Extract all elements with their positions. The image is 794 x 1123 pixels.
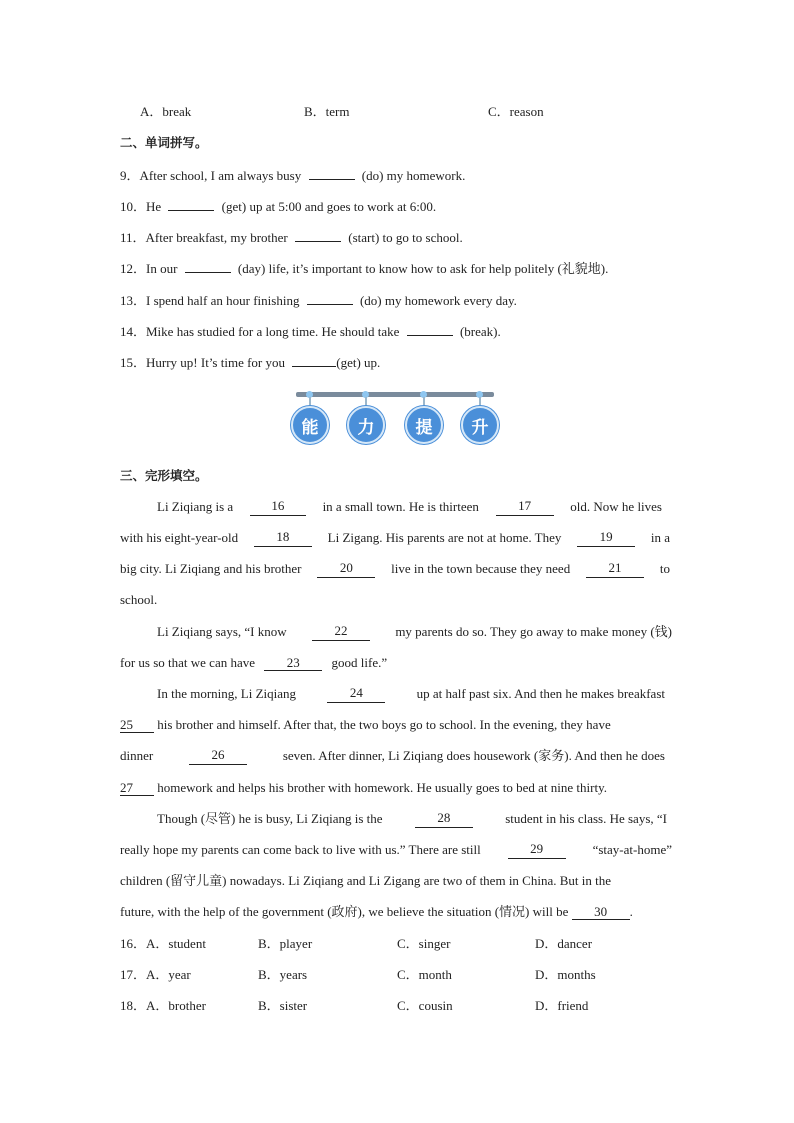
p3-text: dinner (120, 748, 154, 763)
banner-char-4: 升 (461, 406, 499, 444)
p2-text: good life.” (331, 655, 388, 670)
p1-text: Li Zigang. His parents are not at home. They (327, 530, 562, 545)
question-10 (120, 196, 436, 216)
choice-17-c[interactable]: C．month (397, 967, 452, 982)
q11-text: 11．After breakfast, my brother (120, 230, 288, 245)
choice-18-b[interactable]: B．sister (258, 998, 308, 1013)
blank-20[interactable]: 20 (317, 560, 375, 578)
p1-text: old. Now he lives (570, 499, 662, 514)
question-15 (120, 352, 380, 372)
p4-line-2 (120, 841, 672, 859)
ability-banner (290, 390, 500, 450)
p3-text: seven. After dinner, Li Ziqiang does housework (家务). And then he does (282, 748, 665, 763)
q12-blank[interactable] (185, 258, 231, 273)
choice-18-a[interactable]: 18．A．brother (120, 998, 206, 1013)
blank-25[interactable]: 25 (120, 717, 154, 733)
banner-char-2: 力 (347, 406, 385, 444)
q11-hint: (start) to go to school. (348, 230, 463, 245)
q10-text: 10．He (120, 199, 162, 214)
question-14 (120, 321, 501, 341)
p4-line-4 (120, 903, 633, 921)
choice-16-d[interactable]: D．dancer (535, 936, 593, 951)
p4-text: Though (尽管) he is busy, Li Ziqiang is the (157, 811, 383, 826)
section-2-title: 二、单词拼写。 (120, 135, 208, 150)
blank-27[interactable]: 27 (120, 780, 154, 796)
p1-text: Li Ziqiang is a (157, 499, 234, 514)
choice-18-c[interactable]: C．cousin (397, 998, 453, 1013)
banner-stem (479, 397, 481, 406)
p2-line-2 (120, 654, 387, 672)
p1-text: in a small town. He is thirteen (322, 499, 479, 514)
p4-text: student in his class. He says, “I (505, 811, 667, 826)
q13-blank[interactable] (307, 290, 353, 305)
q12-hint: (day) life, it’s important to know how to ask for help politely (礼貌地). (237, 261, 609, 276)
blank-29[interactable]: 29 (508, 841, 566, 859)
q15-hint: (get) up. (336, 355, 381, 370)
blank-28[interactable]: 28 (415, 810, 473, 828)
p4-text: “stay-at-home” (592, 842, 672, 857)
blank-26[interactable]: 26 (189, 747, 247, 765)
p4-line-1 (157, 810, 667, 828)
section-3-title: 三、完形填空。 (120, 468, 208, 483)
choice-17-a[interactable]: 17．A．year (120, 967, 191, 982)
choice-16-a[interactable]: 16．A．student (120, 936, 206, 951)
p1-text: big city. Li Ziqiang and his brother (120, 561, 302, 576)
option-b: B．term (304, 104, 350, 119)
q10-hint: (get) up at 5:00 and goes to work at 6:00. (221, 199, 437, 214)
choice-17-d[interactable]: D．months (535, 967, 596, 982)
p4-text: really hope my parents can come back to live with us.” There are still (120, 842, 481, 857)
blank-22[interactable]: 22 (312, 623, 370, 641)
banner-char-3: 提 (405, 406, 443, 444)
banner-bar (296, 392, 494, 397)
p1-line-1 (157, 498, 662, 516)
p3-text: In the morning, Li Ziqiang (157, 686, 297, 701)
option-a: A．break (140, 104, 192, 119)
p1-line-4: school. (120, 592, 158, 607)
p4-line-3: children (留守儿童) nowadays. Li Ziqiang and Li Zigang are two of them in China. But in the (120, 873, 612, 888)
q15-blank[interactable] (292, 352, 336, 367)
choice-16-b[interactable]: B．player (258, 936, 313, 951)
blank-30[interactable]: 30 (572, 904, 630, 920)
blank-18[interactable]: 18 (254, 529, 312, 547)
q13-hint: (do) my homework every day. (359, 293, 517, 308)
p2-text: for us so that we can have (120, 655, 256, 670)
q14-hint: (break). (459, 324, 501, 339)
q9-hint: (do) my homework. (361, 168, 466, 183)
banner-char-1: 能 (291, 406, 329, 444)
q9-text: 9．After school, I am always busy (120, 168, 302, 183)
p3-text: up at half past six. And then he makes breakfast (416, 686, 665, 701)
banner-stem (309, 397, 311, 406)
question-12 (120, 258, 608, 278)
p2-text: my parents do so. They go away to make money (钱) (395, 624, 672, 639)
p1-line-3 (120, 560, 670, 578)
p1-text: to (659, 561, 670, 576)
q9-blank[interactable] (309, 165, 355, 180)
banner-stem (365, 397, 367, 406)
p3-text: homework and helps his brother with homework. He usually goes to bed at nine thirty. (157, 780, 607, 795)
p1-text: in a (650, 530, 670, 545)
choice-16-c[interactable]: C．singer (397, 936, 451, 951)
blank-21[interactable]: 21 (586, 560, 644, 578)
question-13 (120, 290, 517, 310)
p2-text: Li Ziqiang says, “I know (157, 624, 287, 639)
p3-line-4 (120, 779, 607, 797)
choice-17-b[interactable]: B．years (258, 967, 308, 982)
question-9 (120, 165, 465, 185)
choice-18-d[interactable]: D．friend (535, 998, 589, 1013)
q13-text: 13．I spend half an hour finishing (120, 293, 300, 308)
option-c: C．reason (488, 104, 544, 119)
q12-text: 12．In our (120, 261, 178, 276)
q10-blank[interactable] (168, 196, 214, 211)
banner-stem (423, 397, 425, 406)
q14-text: 14．Mike has studied for a long time. He should take (120, 324, 400, 339)
p3-line-1 (157, 685, 665, 703)
p1-text: live in the town because they need (391, 561, 571, 576)
p2-line-1 (157, 623, 672, 641)
q11-blank[interactable] (295, 227, 341, 242)
p4-text: . (629, 904, 633, 919)
p3-line-3 (120, 747, 665, 765)
blank-19[interactable]: 19 (577, 529, 635, 547)
p4-text: future, with the help of the government (政府), we believe the situation (情况) will be (120, 904, 569, 919)
blank-17[interactable]: 17 (496, 498, 554, 516)
p1-text: with his eight-year-old (120, 530, 239, 545)
p3-text: his brother and himself. After that, the two boys go to school. In the evening, they have (157, 717, 611, 732)
q15-text: 15．Hurry up! It’s time for you (120, 355, 286, 370)
blank-24[interactable]: 24 (327, 685, 385, 703)
p3-line-2 (120, 716, 611, 734)
blank-23[interactable]: 23 (264, 655, 322, 671)
question-11 (120, 227, 463, 247)
q14-blank[interactable] (407, 321, 453, 336)
p1-line-2 (120, 529, 670, 547)
blank-16[interactable]: 16 (250, 498, 306, 516)
